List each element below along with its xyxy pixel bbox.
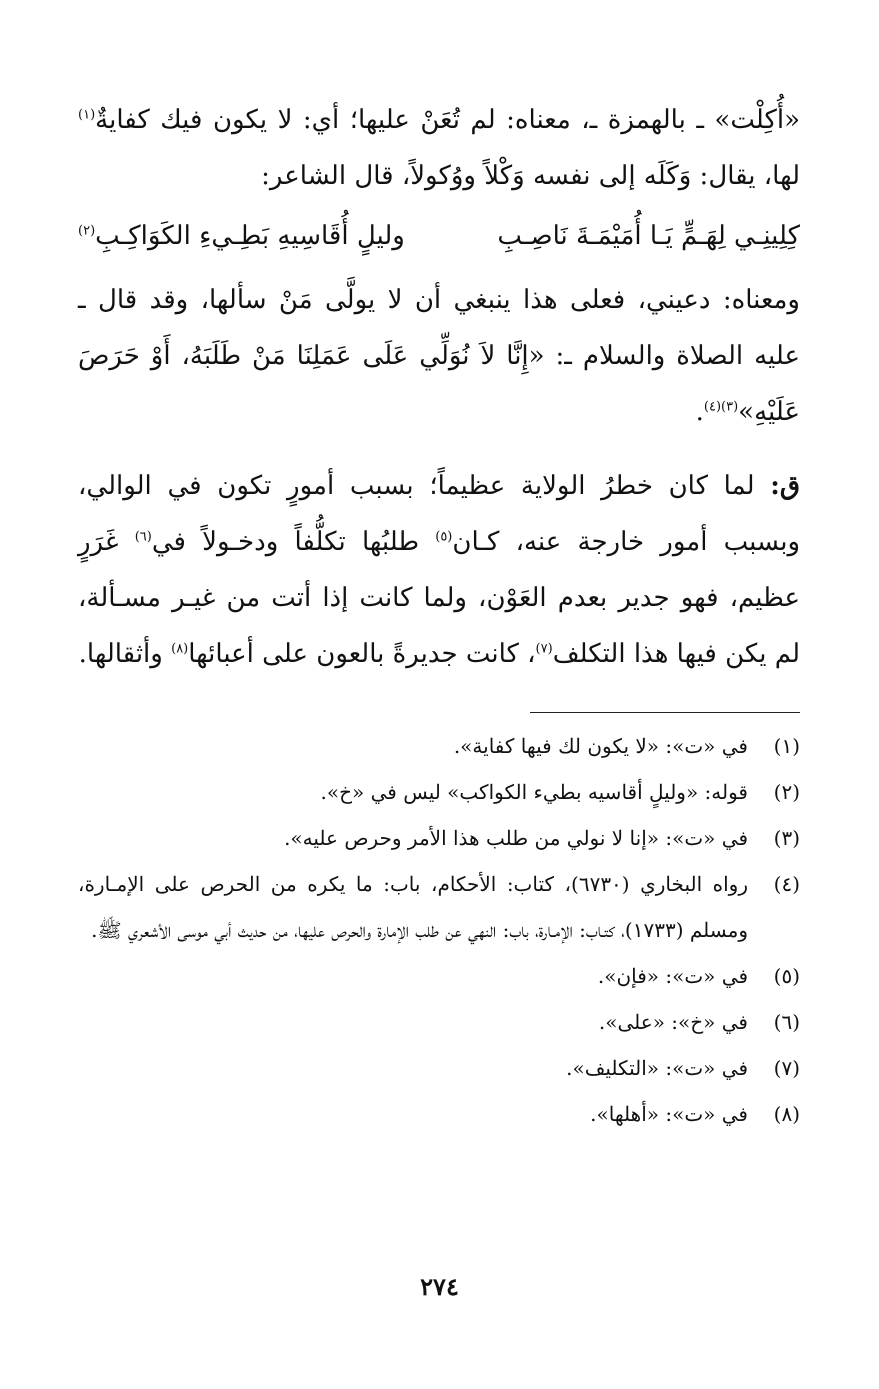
footnote-item xyxy=(78,769,800,815)
footnote-text: رواه البخاري (٦٧٣٠)، كتاب: الأحكام، باب: ما يكره من الحرص على الإمـارة، ومسلم (١٧٣٣)، كتـاب: الإمـارة، باب: النهي عن طلب الإمارة والحرص عليها، من حديث أبي موسى الأشعري ﷺ. xyxy=(78,872,749,942)
paragraph-3-text-a: لما كان خطرُ الولاية عظيماً؛ بسبب أمورٍ تكون في الوالي، وبسبب أمور خارجة عنه، كـان xyxy=(78,471,800,557)
footnote-number: (٨) xyxy=(773,1102,800,1126)
footnote-text: قوله: «وليلٍ أقاسيه بطيء الكواكب» ليس في «خ». xyxy=(320,780,748,804)
footnote-number: (٦) xyxy=(773,1010,800,1034)
footnote-divider xyxy=(530,712,800,713)
footnote-ref-7[interactable]: (٧) xyxy=(535,641,553,657)
footnote-item xyxy=(78,861,800,953)
footnote-number: (٣) xyxy=(773,826,800,850)
paragraph-2-text: ومعناه: دعيني، فعلى هذا ينبغي أن لا يولَّى مَنْ سألها، وقد قال ـ عليه الصلاة والسلام ـ: «إِنَّا لاَ نُوَلِّي عَلَى عَمَلِنَا مَنْ طَلَبَهُ، أَوْ حَرَصَ عَلَيْهِ» xyxy=(78,285,800,427)
footnote-item xyxy=(78,815,800,861)
footnote-number: (١) xyxy=(773,734,800,758)
paragraph-1 xyxy=(78,92,800,204)
verse-second-hemistich xyxy=(78,208,405,264)
paragraph-1-continuation: لها، يقال: وَكَلَه إلى نفسه وَكْلاً ووُكولاً، قال الشاعر: xyxy=(261,161,800,191)
footnote-number: (٥) xyxy=(773,964,800,988)
footnote-number: (٧) xyxy=(773,1056,800,1080)
commentary-marker: ق: xyxy=(770,471,800,501)
footnote-text: في «ت»: «التكليف». xyxy=(566,1056,748,1080)
paragraph-3-text-c: غَرَرٍ عظيم، فهو جدير بعدم العَوْن، ولما كانت إذا أتت من غيـر مسـألة، لم يكن فيها هذا التكلف xyxy=(78,527,800,669)
footnote-ref-5[interactable]: (٥) xyxy=(435,529,453,545)
footnote-text: في «ت»: «فإن». xyxy=(597,964,748,988)
paragraph-1-text: «أُكِلْت» ـ بالهمزة ـ، معناه: لم تُعَنْ عليها؛ أي: لا يكون فيك كفايةٌ xyxy=(95,105,800,135)
footnote-text: في «ت»: «أهلها». xyxy=(590,1102,748,1126)
page-content xyxy=(78,92,800,1137)
verse-second-hemistich-text: وليلٍ أُقَاسِيهِ بَطِـيءِ الكَوَاكِـبِ xyxy=(95,221,405,251)
footnote-ref-1[interactable]: (١) xyxy=(78,107,96,123)
footnote-number: (٢) xyxy=(773,780,800,804)
paragraph-3 xyxy=(78,458,800,682)
footnotes-list xyxy=(78,723,800,1137)
footnote-item xyxy=(78,723,800,769)
paragraph-3-text-d: ، كانت جديرةً بالعون على أعبائها xyxy=(188,639,536,669)
footnote-ref-2[interactable]: (٢) xyxy=(78,223,96,239)
footnote-ref-3[interactable]: (٣) xyxy=(721,399,739,415)
page-number: ٢٧٤ xyxy=(420,1272,459,1301)
footnote-item xyxy=(78,953,800,999)
footnote-ref-8[interactable]: (٨) xyxy=(171,641,189,657)
footnote-ref-6[interactable]: (٦) xyxy=(134,529,152,545)
footnote-item xyxy=(78,999,800,1045)
verse-first-hemistich: كِلِينِـي لِهَـمٍّ يَـا أُمَيْمَـةَ نَاصِـبِ xyxy=(497,221,800,251)
poetry-verse xyxy=(78,208,800,264)
paragraph-3-text-e: وأثقالها. xyxy=(78,639,172,669)
footnote-number: (٤) xyxy=(773,872,800,896)
paragraph-3-text-b: طلبُها تكلُّفاً ودخـولاً في xyxy=(151,527,436,557)
paragraph-2-end: . xyxy=(695,397,704,427)
paragraph-2 xyxy=(78,272,800,440)
footnote-text: في «ت»: «لا يكون لك فيها كفاية». xyxy=(453,734,748,758)
footnote-item xyxy=(78,1091,800,1137)
footnote-text: في «خ»: «على». xyxy=(598,1010,748,1034)
footnote-item xyxy=(78,1045,800,1091)
footnote-text: في «ت»: «إنا لا نولي من طلب هذا الأمر وحرص عليه». xyxy=(284,826,748,850)
footnote-ref-4[interactable]: (٤) xyxy=(703,399,722,415)
